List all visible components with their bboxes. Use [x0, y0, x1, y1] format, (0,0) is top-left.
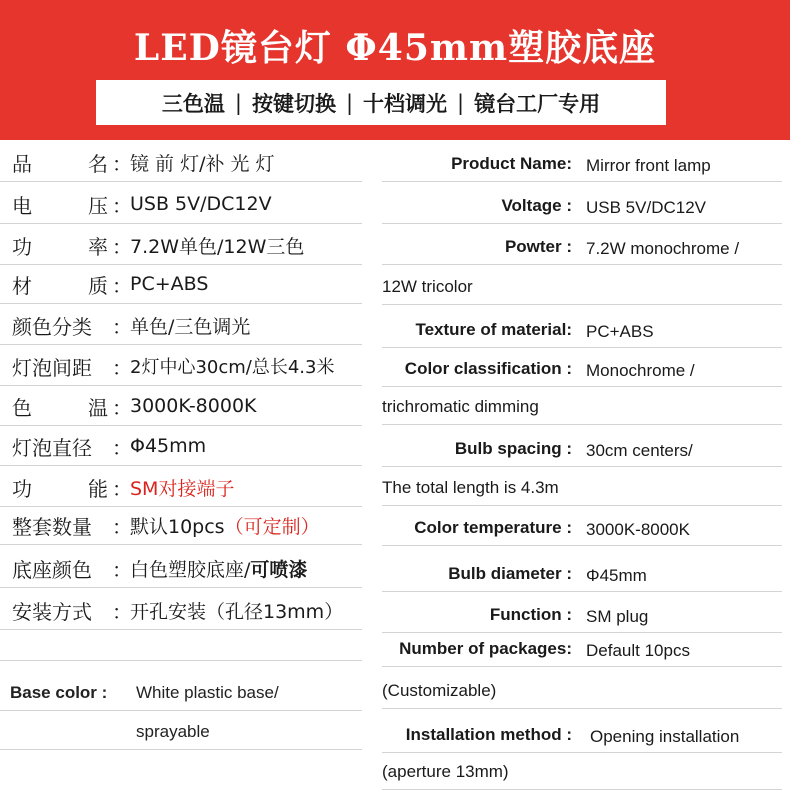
- cn-colon: ：: [112, 557, 132, 582]
- cn-spec-value: 开孔安装（孔径13mm）: [130, 600, 344, 623]
- en-spec-cont-row: [382, 466, 782, 506]
- cn-spec-row: [0, 305, 362, 345]
- feature-1: 三色温: [161, 91, 225, 116]
- cn-spec-value: [130, 555, 307, 582]
- cn-spec-value: 镜 前 灯/补 光 灯: [130, 152, 275, 175]
- cn-colon: ：: [112, 355, 132, 380]
- cn-spec-label: 功 率: [12, 234, 108, 259]
- en-spec-value: Φ45mm: [586, 566, 647, 585]
- cn-spec-label: 功 能: [12, 476, 108, 501]
- en-spec-cont-row: [382, 265, 782, 305]
- cn-colon: ：: [112, 151, 132, 176]
- feature-2: 按键切换: [251, 91, 336, 116]
- en-spec-label: Texture of material:: [415, 320, 572, 339]
- cn-colon: ：: [112, 514, 132, 539]
- feature-separator: |: [457, 90, 465, 115]
- en-spec-row: [382, 713, 782, 753]
- en-spec-label: Powter :: [504, 237, 572, 256]
- page-title: LED镜台灯 Φ45mm塑胶底座: [133, 27, 657, 69]
- cn-colon: ：: [112, 476, 132, 501]
- feature-separator: |: [345, 90, 354, 115]
- en-spec-label: Voltage :: [501, 196, 572, 215]
- en-spec-label: Bulb diameter :: [448, 564, 572, 583]
- en-spec-label: Bulb spacing :: [454, 439, 572, 458]
- en-spec-row: [382, 506, 782, 546]
- cn-spec-value: [130, 512, 320, 539]
- cn-colon: ：: [112, 273, 132, 298]
- en-spec-cont: The total length is 4.3m: [382, 478, 559, 497]
- feature-strip: [96, 80, 666, 125]
- en-spec-label: Color temperature :: [414, 518, 572, 537]
- cn-spec-label: 品 名: [12, 151, 108, 176]
- header-banner: [0, 0, 790, 140]
- en-spec-value: Opening installation: [590, 727, 740, 746]
- en-spec-cont: trichromatic dimming: [382, 397, 539, 416]
- cn-spec-label: 灯泡间距: [12, 355, 92, 380]
- cn-spec-row: [0, 467, 362, 507]
- cn-spec-row: [0, 548, 362, 588]
- en-spec-label: Number of packages:: [399, 639, 572, 658]
- cn-spec-value: PC+ABS: [130, 273, 209, 295]
- en-spec-value: 30cm centers/: [586, 441, 693, 460]
- cn-spec-row: [0, 386, 362, 426]
- cn-spec-value-highlight: SM对接端子: [130, 477, 235, 500]
- cn-spec-row: [0, 505, 362, 545]
- cn-colon: ：: [112, 435, 132, 460]
- cn-value-highlight: （可定制）: [224, 515, 320, 538]
- en-spec-value: Mirror front lamp: [586, 156, 711, 175]
- en-spec-cont: (aperture 13mm): [382, 762, 509, 781]
- cn-spec-value: 7.2W单色/12W三色: [130, 235, 305, 258]
- cn-spec-label: 颜色分类: [12, 314, 92, 339]
- cn-value-main: 默认10pcs: [130, 515, 225, 538]
- cn-spec-value: USB 5V/DC12V: [130, 193, 272, 215]
- cn-spec-label: 底座颜色: [12, 557, 92, 582]
- cn-spec-label: 安装方式: [12, 599, 92, 624]
- en-spec-cont-row: [382, 385, 782, 425]
- cn-spec-row: [0, 264, 362, 304]
- en-spec-value: USB 5V/DC12V: [586, 198, 706, 217]
- feature-3: 十档调光: [363, 91, 448, 116]
- cn-colon: ：: [112, 599, 132, 624]
- cn-spec-value: 3000K-8000K: [130, 395, 257, 417]
- cn-value-bold: 可喷漆: [250, 558, 308, 581]
- cn-colon: ：: [112, 234, 132, 259]
- en-spec-value: Default 10pcs: [586, 641, 690, 660]
- cn-spec-label: 灯泡直径: [12, 435, 92, 460]
- cn-value-main: 白色塑胶底座/: [130, 558, 251, 581]
- cn-spec-label: 材 质: [12, 273, 108, 298]
- en-spec-value: 7.2W monochrome /: [586, 239, 740, 258]
- cn-spec-value: Φ45mm: [130, 435, 207, 457]
- en-spec-row: [382, 184, 782, 224]
- base-color-row: [0, 671, 362, 711]
- base-color-cont: sprayable: [136, 722, 210, 741]
- en-spec-cont-row: [382, 750, 782, 790]
- cn-spec-label: 电 压: [12, 193, 108, 218]
- cn-spec-row: [0, 426, 362, 466]
- base-color-cont-row: [0, 710, 362, 750]
- en-spec-label: Function :: [489, 605, 572, 624]
- en-spec-label: Product Name:: [451, 154, 572, 173]
- en-spec-row: [382, 552, 782, 592]
- cn-colon: ：: [112, 395, 132, 420]
- spacer-row: [0, 621, 362, 661]
- en-spec-row: [382, 142, 782, 182]
- en-spec-row: [382, 627, 782, 667]
- en-spec-row: [382, 427, 782, 467]
- en-spec-value: PC+ABS: [586, 322, 654, 341]
- cn-spec-label: 色 温: [12, 395, 108, 420]
- en-spec-value: SM plug: [586, 607, 649, 626]
- en-spec-label: Color classification :: [404, 359, 572, 378]
- en-spec-label: Installation method :: [405, 725, 572, 744]
- feature-4: 镜台工厂专用: [474, 91, 601, 116]
- cn-spec-row: [0, 225, 362, 265]
- en-spec-cont-row: [382, 669, 782, 709]
- cn-colon: ：: [112, 193, 132, 218]
- base-color-label: Base color :: [10, 683, 108, 702]
- cn-spec-row: [0, 184, 362, 224]
- cn-spec-label: 整套数量: [12, 514, 92, 539]
- cn-spec-value: 单色/三色调光: [130, 315, 251, 338]
- en-spec-row: [382, 225, 782, 265]
- cn-colon: ：: [112, 314, 132, 339]
- cn-spec-value: 2灯中心30cm/总长4.3米: [130, 357, 335, 378]
- en-spec-value: 3000K-8000K: [586, 520, 690, 539]
- en-spec-value: Monochrome /: [586, 361, 695, 380]
- cn-spec-row: [0, 346, 362, 386]
- base-color-value: White plastic base/: [136, 683, 279, 702]
- en-spec-cont: (Customizable): [382, 681, 497, 700]
- en-spec-cont: 12W tricolor: [382, 277, 473, 296]
- cn-spec-row: [0, 142, 362, 182]
- feature-separator: |: [234, 90, 242, 115]
- en-spec-row: [382, 308, 782, 348]
- en-spec-row: [382, 347, 782, 387]
